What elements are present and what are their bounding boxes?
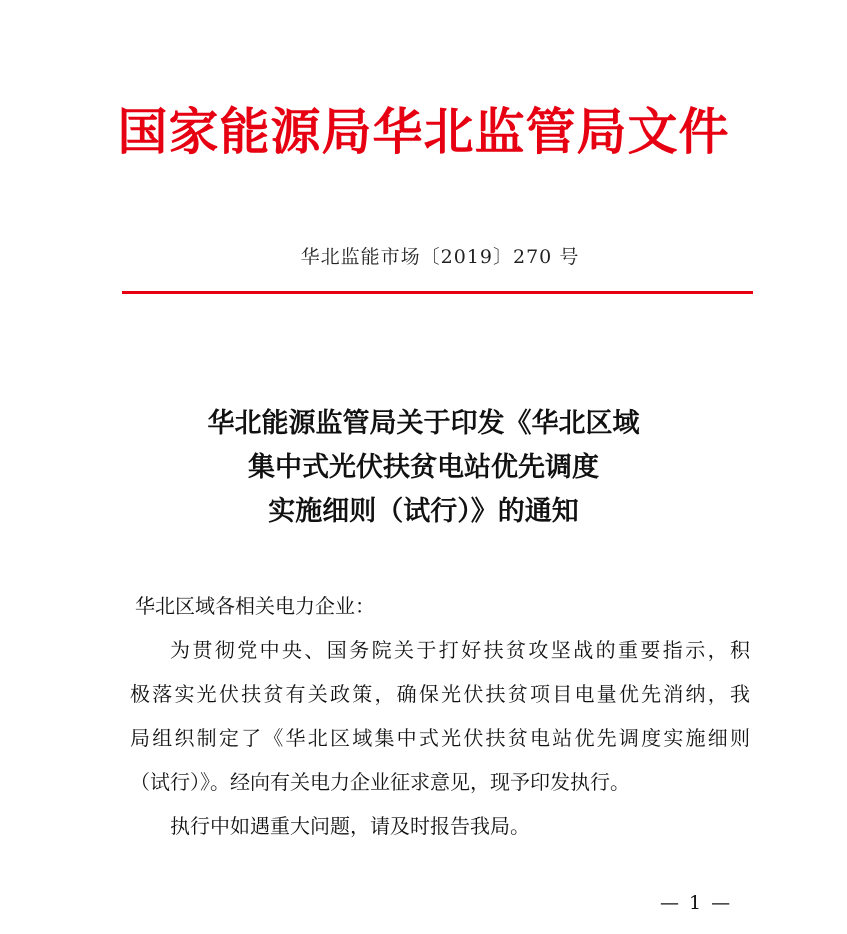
page-number: — 1 —: [660, 892, 733, 914]
salutation: 华北区域各相关电力企业：: [135, 594, 375, 618]
issuer-header-title: 国家能源局华北监管局文件: [117, 103, 730, 161]
notice-title-line-2: 集中式光伏扶贫电站优先调度: [248, 452, 599, 483]
notice-title-line-1: 华北能源监管局关于印发《华北区域: [207, 408, 640, 439]
paragraph-2: 执行中如遇重大问题，请及时报告我局。: [170, 814, 530, 838]
paragraph-1-line-2: 极落实光伏扶贫有关政策，确保光伏扶贫项目电量优先消纳，我: [130, 682, 750, 706]
notice-title: [0, 402, 847, 534]
paragraph-1-line-3: 局组织制定了《华北区域集中式光伏扶贫电站优先调度实施细则: [130, 726, 750, 750]
document-number: 华北监能市场〔2019〕270 号: [300, 246, 580, 268]
red-separator-line: [122, 291, 753, 294]
paragraph-1-line-1: 为贯彻党中央、国务院关于打好扶贫攻坚战的重要指示，积: [170, 638, 750, 662]
paragraph-1-line-4: （试行）》。经向有关电力企业征求意见，现予印发执行。: [130, 770, 630, 794]
body-text: [130, 628, 750, 848]
notice-title-line-3: 实施细则（试行）》的通知: [268, 496, 579, 527]
